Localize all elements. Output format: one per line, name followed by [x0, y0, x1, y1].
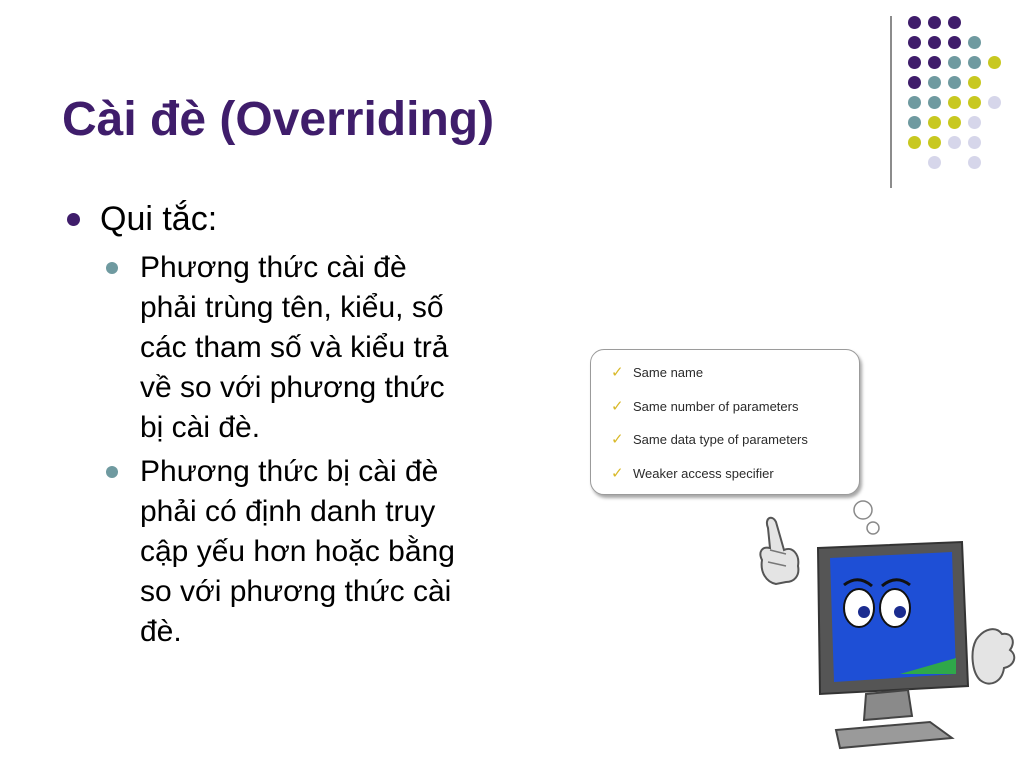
- sub-bullet-item: [60, 452, 540, 652]
- dot-purple: [908, 76, 921, 89]
- dot-purple: [908, 36, 921, 49]
- dot-yellow: [928, 136, 941, 149]
- slide-title: Cài đè (Overriding): [62, 93, 495, 146]
- dot-yellow: [948, 116, 961, 129]
- checklist-item: [611, 430, 808, 450]
- dot-lavender: [988, 96, 1001, 109]
- sub-bullet-line: về so với phương thức: [140, 371, 445, 404]
- dot-purple: [948, 16, 961, 29]
- sub-bullet-dot: [106, 466, 118, 478]
- open-hand-icon: [973, 629, 1015, 683]
- decorative-dot-grid: [906, 16, 1006, 166]
- dot-yellow: [948, 96, 961, 109]
- checklist-label: Same data type of parameters: [633, 432, 808, 447]
- dot-purple: [928, 16, 941, 29]
- bullet-text: Qui tắc:: [100, 200, 218, 238]
- checkmark-icon: ✓: [611, 364, 624, 381]
- monitor-stand: [836, 690, 952, 748]
- checklist-item: [611, 397, 798, 417]
- sub-bullet-line: so với phương thức cài: [140, 575, 452, 608]
- dot-lavender: [948, 136, 961, 149]
- bullet-dot: [67, 213, 80, 226]
- dot-teal: [908, 116, 921, 129]
- thought-bubble-circle: [867, 522, 879, 534]
- checklist-label: Same name: [633, 365, 704, 380]
- sub-bullet-line: cập yếu hơn hoặc bằng: [140, 535, 455, 568]
- sub-bullet-dot: [106, 262, 118, 274]
- dot-yellow: [928, 116, 941, 129]
- dot-lavender: [968, 156, 981, 169]
- sub-bullet-line: các tham số và kiểu trả: [140, 331, 449, 364]
- dot-teal: [968, 56, 981, 69]
- checkmark-icon: ✓: [611, 465, 624, 482]
- sub-bullet-line: phải có định danh truy: [140, 495, 436, 528]
- dot-teal: [908, 96, 921, 109]
- dot-teal: [928, 96, 941, 109]
- pointing-hand-icon: [760, 518, 798, 584]
- checklist-label: Weaker access specifier: [633, 466, 774, 481]
- checklist-label: Same number of parameters: [633, 399, 799, 414]
- dot-teal: [928, 76, 941, 89]
- sub-bullet-list: [60, 248, 540, 652]
- dot-purple: [928, 36, 941, 49]
- dot-teal: [948, 76, 961, 89]
- dot-lavender: [968, 136, 981, 149]
- sub-bullet-line: Phương thức bị cài đè: [140, 455, 439, 488]
- sub-bullet-line: Phương thức cài đè: [140, 251, 407, 284]
- sub-bullet-line: bị cài đè.: [140, 411, 261, 444]
- dot-teal: [948, 56, 961, 69]
- dot-purple: [908, 56, 921, 69]
- dot-teal: [968, 36, 981, 49]
- thought-bubble-circle: [854, 501, 872, 519]
- thought-callout: [590, 349, 860, 495]
- checkmark-icon: ✓: [611, 398, 624, 415]
- dot-lavender: [968, 116, 981, 129]
- dot-purple: [948, 36, 961, 49]
- dot-yellow: [908, 136, 921, 149]
- divider-line: [890, 16, 892, 188]
- dot-yellow: [988, 56, 1001, 69]
- checklist-item: [611, 363, 703, 383]
- sub-bullet-line: đè.: [140, 615, 182, 648]
- dot-lavender: [928, 156, 941, 169]
- checkmark-icon: ✓: [611, 431, 624, 448]
- sub-bullet-line: phải trùng tên, kiểu, số: [140, 291, 444, 324]
- bullet-item: [60, 198, 540, 240]
- dot-purple: [928, 56, 941, 69]
- sub-bullet-item: [60, 248, 540, 448]
- slide-body: [60, 198, 540, 656]
- checklist-item: [611, 464, 774, 484]
- computer-mascot-illustration: [740, 490, 1024, 768]
- dot-yellow: [968, 76, 981, 89]
- dot-yellow: [968, 96, 981, 109]
- dot-purple: [908, 16, 921, 29]
